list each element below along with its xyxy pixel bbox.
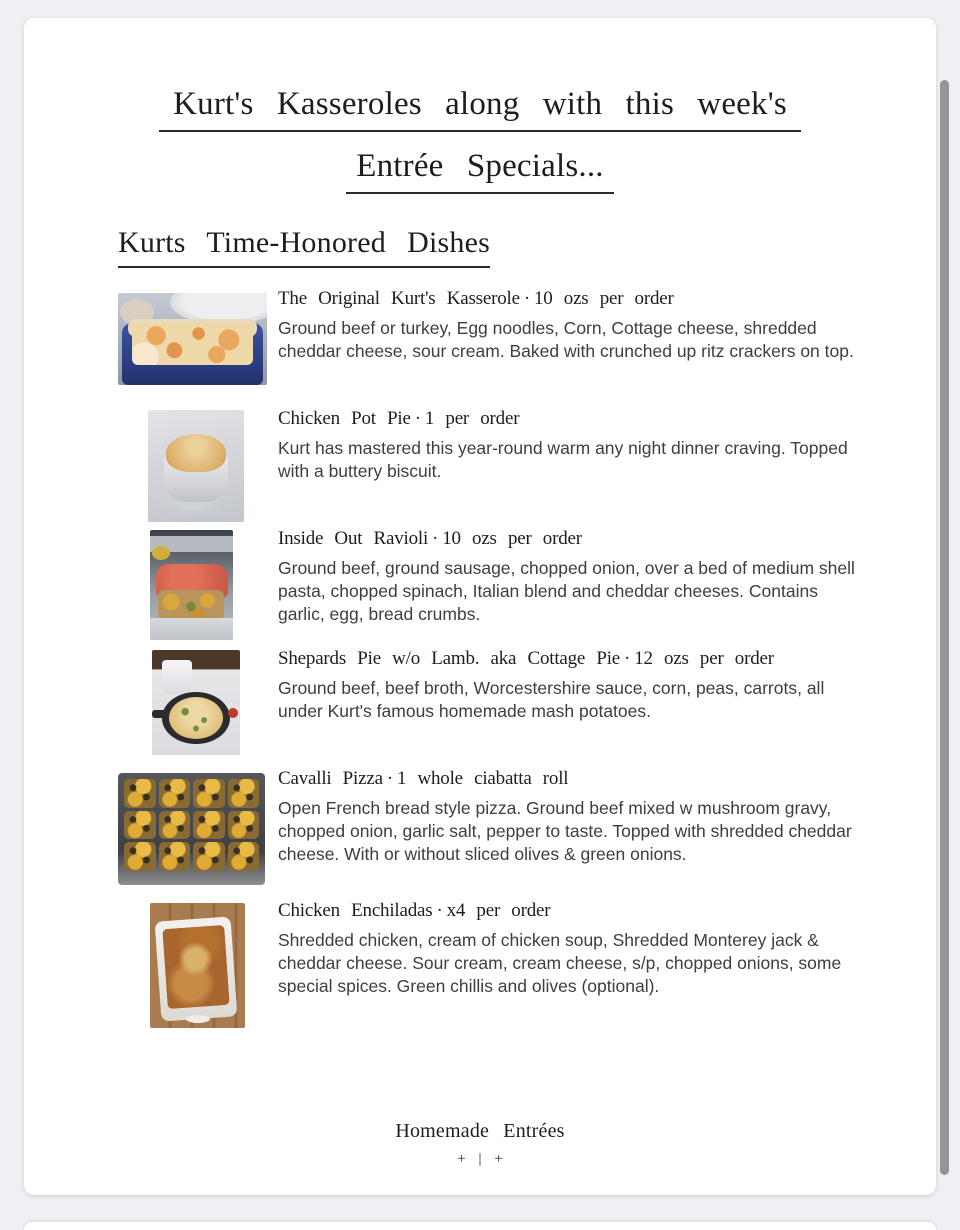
page-title-line1: Kurt's Kasseroles along with this week's xyxy=(159,84,801,132)
dish-description: Ground beef, beef broth, Worcestershire sauce, corn, peas, carrots, all under Kurt's famous homemade mash potatoes. xyxy=(278,678,825,721)
dish-text xyxy=(278,900,866,998)
dish-text xyxy=(278,288,866,363)
dish-description: Shredded chicken, cream of chicken soup, Shredded Monterey jack & cheddar cheese. Sour cream, cream cheese, s/p, chopped onions, some special spices. Green chillis and olives (optional). xyxy=(278,930,842,996)
footer-category-label: Homemade Entrées xyxy=(395,1120,565,1142)
cup-shape xyxy=(162,660,192,694)
dish-portion: 10 ozs per order xyxy=(533,288,674,309)
kasserole-photo xyxy=(118,293,267,385)
mash-top-shape xyxy=(169,697,223,739)
dish-name: Shepards Pie w/o Lamb. aka Cottage Pie xyxy=(278,648,621,669)
dish-portion: 1 per order xyxy=(424,408,520,429)
dish-title xyxy=(278,648,866,670)
page-title xyxy=(24,84,936,194)
dish-portion: 1 whole ciabatta roll xyxy=(396,768,569,789)
dish-name: The Original Kurt's Kasserole xyxy=(278,288,520,309)
dish-title xyxy=(278,408,866,430)
pizza-piece xyxy=(124,811,156,840)
menu-page xyxy=(24,18,936,1195)
footer-page-marker: + | + xyxy=(457,1151,503,1167)
pizza-piece xyxy=(124,779,156,808)
chicken-pot-pie-photo xyxy=(148,410,244,522)
pizza-piece xyxy=(159,842,191,871)
pizza-piece xyxy=(159,779,191,808)
dish-title xyxy=(278,528,866,550)
pizza-piece xyxy=(193,842,225,871)
dish-text xyxy=(278,528,866,626)
dish-name: Chicken Pot Pie xyxy=(278,408,411,429)
page-title-line2: Entrée Specials... xyxy=(346,146,614,194)
filling-shape xyxy=(158,590,224,620)
dish-portion: 10 ozs per order xyxy=(442,528,582,549)
dish-title xyxy=(278,288,866,310)
cavalli-pizza-photo xyxy=(118,773,265,885)
inside-out-ravioli-photo xyxy=(150,530,233,640)
dish-text xyxy=(278,648,866,723)
enchilada-top-shape xyxy=(162,925,229,1009)
dot-separator: · xyxy=(414,408,421,429)
page-footer xyxy=(24,1120,936,1168)
dot-separator: · xyxy=(386,768,393,789)
skillet-handle-shape xyxy=(152,710,166,718)
dish-portion: 12 ozs per order xyxy=(634,648,774,669)
next-page-edge xyxy=(24,1222,936,1230)
dish-description: Kurt has mastered this year-round warm any night dinner craving. Topped with a buttery biscuit. xyxy=(278,438,848,481)
pizza-piece xyxy=(228,811,260,840)
dish-name: Inside Out Ravioli xyxy=(278,528,429,549)
section-heading: Kurts Time-Honored Dishes xyxy=(118,226,490,268)
dish-text xyxy=(278,768,866,866)
pizza-piece xyxy=(193,779,225,808)
pizza-piece xyxy=(193,811,225,840)
pizza-piece xyxy=(124,842,156,871)
dish-handle-shape xyxy=(186,1015,210,1023)
dish-description: Ground beef or turkey, Egg noodles, Corn, Cottage cheese, shredded cheddar cheese, sour cream. Baked with crunched up ritz crackers on top. xyxy=(278,318,854,361)
shepards-pie-photo xyxy=(152,650,240,755)
pizza-piece xyxy=(159,811,191,840)
dish-text xyxy=(278,408,866,483)
dot-separator: · xyxy=(432,528,439,549)
casserole-food-shape xyxy=(132,323,253,365)
dish-title xyxy=(278,768,866,790)
lemon-shape xyxy=(152,546,170,560)
pizza-piece xyxy=(228,779,260,808)
scrollbar-thumb[interactable] xyxy=(940,80,949,1175)
dish-description: Ground beef, ground sausage, chopped onion, over a bed of medium shell pasta, chopped spinach, Italian blend and cheddar cheeses. Contains garlic, egg, bread crumbs. xyxy=(278,558,855,624)
dot-separator: · xyxy=(523,288,530,309)
pizza-piece xyxy=(228,842,260,871)
dish-description: Open French bread style pizza. Ground beef mixed w mushroom gravy, chopped onion, garlic salt, pepper to taste. Topped with shredded cheddar cheese. With or without sliced olives & green onions. xyxy=(278,798,852,864)
chicken-enchiladas-photo xyxy=(150,903,245,1028)
foil-shape xyxy=(150,618,233,640)
hotpad-shape xyxy=(228,708,238,718)
dish-name: Chicken Enchiladas xyxy=(278,900,433,921)
dot-separator: · xyxy=(436,900,443,921)
dot-separator: · xyxy=(624,648,631,669)
dish-name: Cavalli Pizza xyxy=(278,768,383,789)
crust-shape xyxy=(166,434,226,472)
dish-title xyxy=(278,900,866,922)
dish-portion: x4 per order xyxy=(446,900,551,921)
pizza-pieces xyxy=(124,779,259,871)
